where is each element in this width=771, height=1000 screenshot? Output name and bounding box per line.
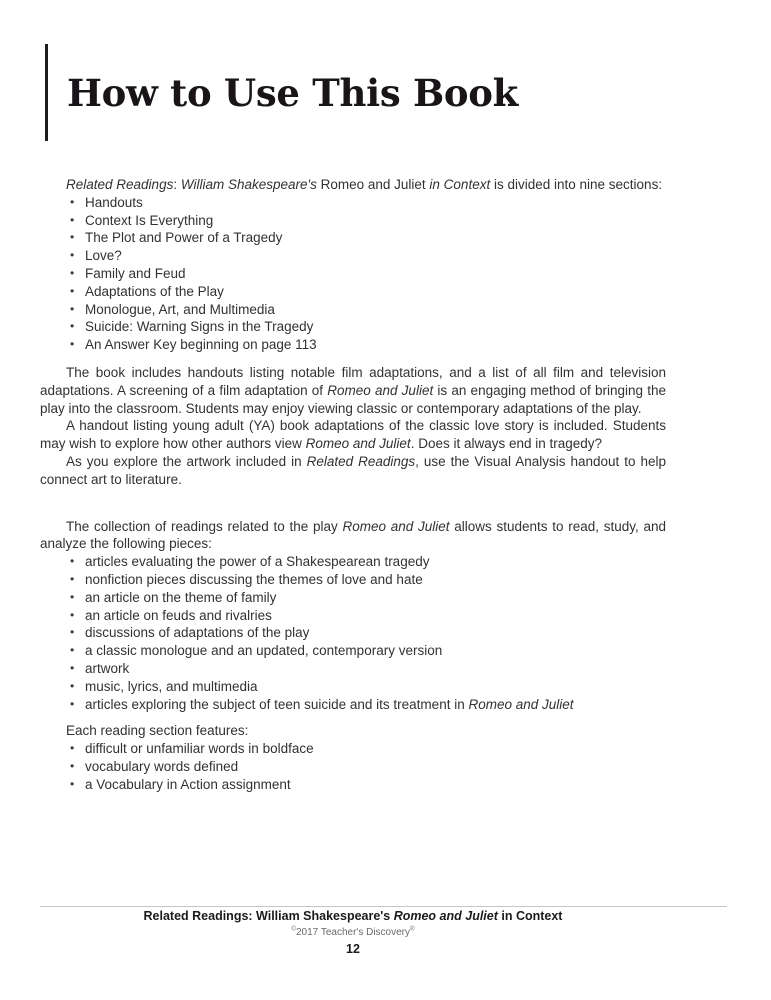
list-item: • a Vocabulary in Action assignment: [70, 776, 666, 794]
list-item: • Love?: [70, 247, 666, 265]
footer-book-title: Related Readings: William Shakespeare's Romeo and Juliet in Context: [143, 909, 563, 923]
list-item: • an article on the theme of family: [70, 589, 666, 607]
features-list: [40, 740, 666, 793]
list-item: • articles evaluating the power of a Shakespearean tragedy: [70, 553, 666, 571]
chapter-title-band: [45, 44, 518, 141]
list-item: • An Answer Key beginning on page 113: [70, 336, 666, 354]
intro-paragraph: Related Readings: William Shakespeare's Romeo and Juliet in Context is divided into nine sections:: [66, 177, 663, 192]
list-item: • Handouts: [70, 194, 666, 212]
artwork-paragraph: As you explore the artwork included in Related Readings, use the Visual Analysis handout to help connect art to literature.: [40, 453, 667, 487]
ya-adaptations-paragraph: A handout listing young adult (YA) book adaptations of the classic love story is included. Students may wish to explore how other authors view Romeo and Juliet. Does it always end in tragedy?: [40, 418, 666, 452]
list-item: • Adaptations of the Play: [70, 283, 666, 301]
list-item: • difficult or unfamiliar words in boldface: [70, 740, 666, 758]
page-footer: [40, 909, 666, 957]
list-item: • an article on feuds and rivalries: [70, 607, 666, 625]
list-item: • The Plot and Power of a Tragedy: [70, 229, 666, 247]
footer-divider: [40, 906, 727, 907]
sections-list: [40, 194, 666, 354]
list-item: • nonfiction pieces discussing the themes of love and hate: [70, 571, 666, 589]
list-item: • music, lyrics, and multimedia: [70, 678, 666, 696]
list-item: • articles exploring the subject of teen suicide and its treatment in Romeo and Juliet: [70, 696, 666, 714]
list-item: • Suicide: Warning Signs in the Tragedy: [70, 318, 666, 336]
list-item: • Context Is Everything: [70, 212, 666, 230]
footer-copyright: ©2017 Teacher's Discovery®: [291, 925, 415, 938]
list-item: • artwork: [70, 660, 666, 678]
film-adaptations-paragraph: The book includes handouts listing notable film adaptations, and a list of all film and television adaptations. A screening of a film adaptation of Romeo and Juliet is an engaging method of bringing the play into the classroom. Students may enjoy viewing classic or contemporary adaptations of the play.: [40, 364, 666, 416]
paragraph-block: [40, 364, 666, 489]
page-number: 12: [346, 942, 360, 956]
page-body: [40, 176, 666, 794]
list-item: • discussions of adaptations of the play: [70, 624, 666, 642]
list-item: • vocabulary words defined: [70, 758, 666, 776]
features-intro: Each reading section features:: [66, 723, 249, 739]
collection-paragraph: The collection of readings related to the play Romeo and Juliet allows students to read, study, and analyze the following pieces:: [40, 518, 666, 552]
list-item: • Family and Feud: [70, 265, 666, 283]
page-title: How to Use This Book: [67, 70, 519, 115]
list-item: • Monologue, Art, and Multimedia: [70, 301, 666, 319]
list-item: • a classic monologue and an updated, contemporary version: [70, 642, 666, 660]
readings-list: [40, 553, 666, 713]
